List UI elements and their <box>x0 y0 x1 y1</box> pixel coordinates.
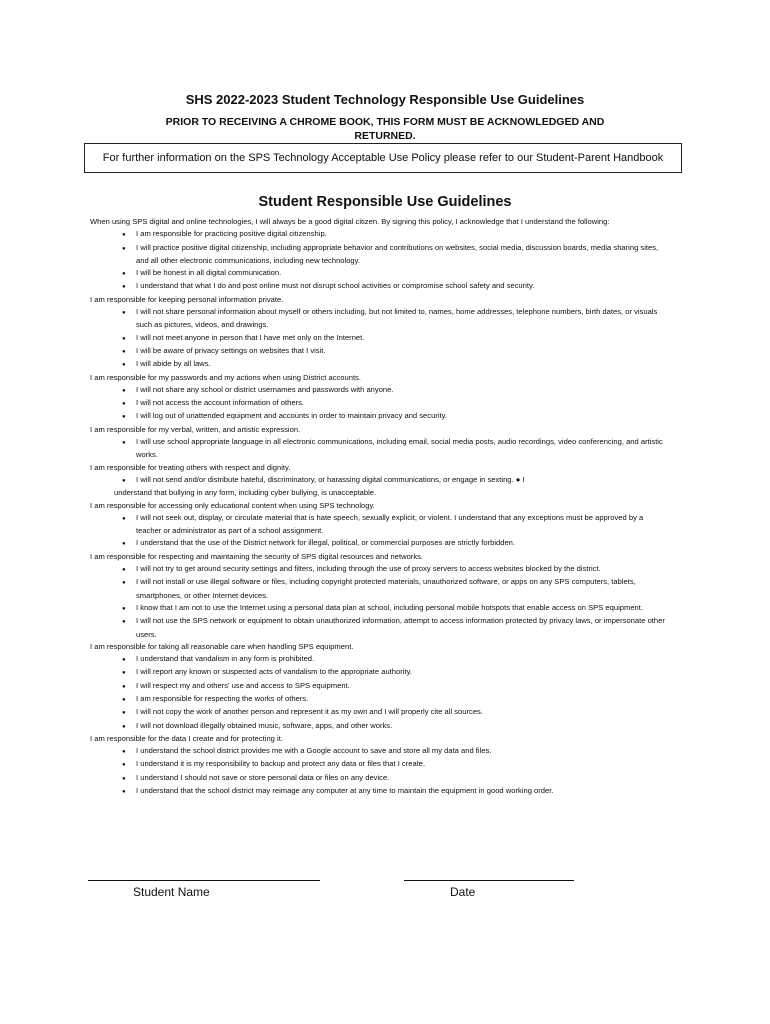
info-box-text: For further information on the SPS Technology Acceptable Use Policy please refer to our Student-Parent Handbook <box>102 152 664 164</box>
guideline-item: ● I will respect my and others' use and access to SPS equipment. <box>90 680 668 693</box>
section-heading: I am responsible for the data I create and for protecting it. <box>90 733 283 743</box>
date-label: Date <box>450 885 476 899</box>
section-heading: I am responsible for taking all reasonable care when handling SPS equipment. <box>90 641 354 651</box>
page-title: SHS 2022-2023 Student Technology Responsible Use Guidelines <box>185 92 585 107</box>
guideline-item: ● I understand that what I do and post online must not disrupt school activities or compromise school safety and security. <box>90 280 668 293</box>
guideline-item: ● I am responsible for practicing positive digital citizenship. <box>90 228 668 241</box>
student-signature-line <box>88 880 320 881</box>
guideline-item: ● I understand I should not save or store personal data or files on any device. <box>90 772 668 785</box>
guideline-item: ● I am responsible for respecting the works of others. <box>90 693 668 706</box>
guideline-list <box>90 384 668 424</box>
guideline-item: ● I understand that the use of the District network for illegal, political, or commercial purposes are strictly forbidden. <box>90 537 668 550</box>
section-heading: I am responsible for treating others with respect and dignity. <box>90 462 291 472</box>
guideline-list <box>90 306 668 371</box>
guideline-item: ● I understand the school district provides me with a Google account to save and store all my data and files. <box>90 745 668 758</box>
guidelines-heading: Student Responsible Use Guidelines <box>258 194 512 210</box>
date-signature-line <box>404 880 574 881</box>
guideline-item: ● I will not seek out, display, or circulate material that is hate speech, sexually explicit, or violent. I understand that any exceptions must be approved by a teacher or administrator as part of a school assignment. <box>90 512 668 538</box>
guideline-item: ● I will not meet anyone in person that I have met only on the Internet. <box>90 332 668 345</box>
guideline-item: ● I will practice positive digital citizenship, including appropriate behavior and contributions on websites, social media, discussion boards, media sharing sites, and all other electronic communications, including new technology. <box>90 242 668 268</box>
guideline-item: ● I will not use the SPS network or equipment to obtain unauthorized information, attempt to access information protected by privacy laws, or impersonate other users. <box>90 615 668 641</box>
info-box <box>84 143 682 173</box>
guideline-item: ● I will report any known or suspected acts of vandalism to the appropriate authority. <box>90 666 668 679</box>
guideline-item: ● I understand that vandalism in any form is prohibited. <box>90 653 668 666</box>
student-name-label: Student Name <box>133 885 210 899</box>
guideline-list <box>90 474 668 500</box>
guideline-item: ● I will not copy the work of another person and represent it as my own and I will properly cite all sources. <box>90 706 668 719</box>
section-heading: I am responsible for my passwords and my actions when using District accounts. <box>90 372 361 382</box>
guidelines-intro: When using SPS digital and online technologies, I will always be a good digital citizen. By signing this policy, I acknowledge that I understand the following: <box>90 217 610 226</box>
guideline-list <box>90 563 668 641</box>
guideline-list <box>90 436 668 462</box>
guideline-item: ● I will abide by all laws. <box>90 358 668 371</box>
guideline-item: ● I will not try to get around security settings and filters, including through the use of proxy servers to access websites blocked by the district. <box>90 563 668 576</box>
section-heading: I am responsible for accessing only educational content when using SPS technology. <box>90 500 375 510</box>
guideline-item: ● I will be honest in all digital communication. <box>90 267 668 280</box>
guideline-list <box>90 512 668 551</box>
section-heading: I am responsible for keeping personal information private. <box>90 294 284 304</box>
guideline-item: ● I will not share personal information about myself or others including, but not limited to, names, home addresses, telephone numbers, birth dates, or visuals such as pictures, videos, and drawings. <box>90 306 668 332</box>
guideline-item: ● I understand it is my responsibility to backup and protect any data or files that I create. <box>90 758 668 771</box>
guideline-item: ● I will not share any school or district usernames and passwords with anyone. <box>90 384 668 397</box>
guideline-item: ● I will use school appropriate language in all electronic communications, including email, social media posts, audio recordings, video conferencing, and artistic works. <box>90 436 668 462</box>
guideline-list <box>90 745 668 798</box>
guideline-item: ● I will not install or use illegal software or files, including copyright protected materials, unauthorized software, or apps on any SPS computers, tablets, smartphones, or other Internet devices. <box>90 576 668 602</box>
section-heading: I am responsible for my verbal, written, and artistic expression. <box>90 424 301 434</box>
guideline-item: ● I will not access the account information of others. <box>90 397 668 410</box>
guideline-item: ● I understand that the school district may reimage any computer at any time to maintain the equipment in good working order. <box>90 785 668 798</box>
section-heading: I am responsible for respecting and maintaining the security of SPS digital resources and networks. <box>90 551 424 561</box>
guideline-item: ● I will not send and/or distribute hateful, discriminatory, or harassing digital communications, or engage in sexting. ● I <box>90 474 668 487</box>
guideline-item: ● I know that I am not to use the Internet using a personal data plan at school, including personal mobile hotspots that enable access on SPS equipment. <box>90 602 668 615</box>
guideline-item: ● I will log out of unattended equipment and accounts in order to maintain privacy and security. <box>90 410 668 423</box>
guideline-item: ● I will not download illegally obtained music, software, apps, and other works. <box>90 720 668 733</box>
guideline-item: ● I will be aware of privacy settings on websites that I visit. <box>90 345 668 358</box>
guidelines-body <box>90 216 668 798</box>
guideline-list <box>90 653 668 733</box>
guideline-list <box>90 228 668 293</box>
acknowledgement-notice: PRIOR TO RECEIVING A CHROME BOOK, THIS FORM MUST BE ACKNOWLEDGED AND RETURNED. <box>165 116 605 142</box>
guideline-item-continuation: understand that bullying in any form, including cyber bullying, is unacceptable. <box>114 488 377 498</box>
